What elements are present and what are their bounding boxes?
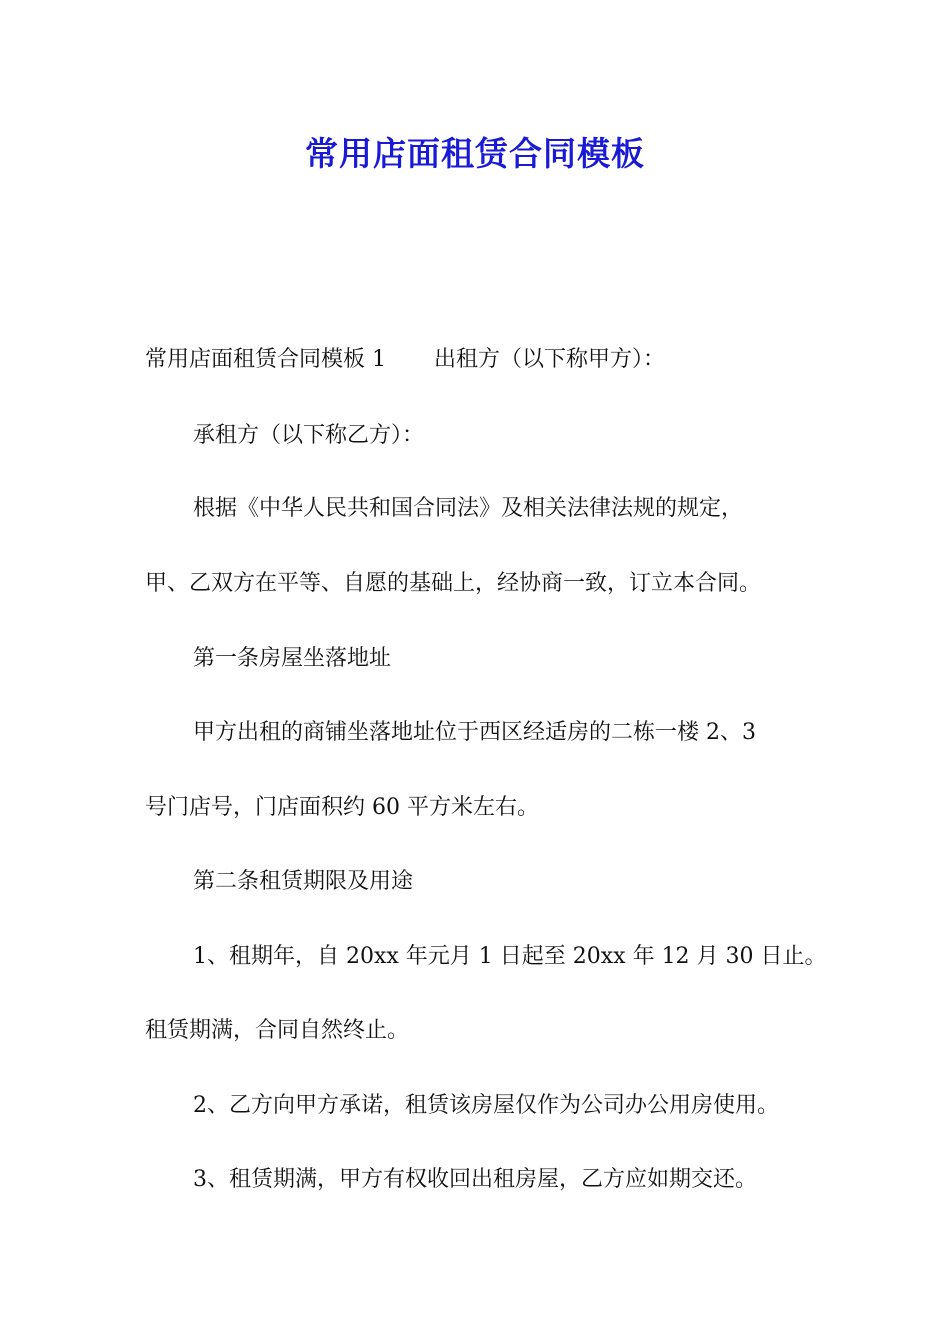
paragraph-line: 号门店号，门店面积约 60 平方米左右。 xyxy=(145,795,539,820)
paragraph-line: 租赁期满，合同自然终止。 xyxy=(145,1018,410,1043)
document-title: 常用店面租赁合同模板 xyxy=(305,134,645,173)
paragraph-line: 3、租赁期满，甲方有权收回出租房屋，乙方应如期交还。 xyxy=(193,1167,757,1192)
section-heading: 第一条房屋坐落地址 xyxy=(193,646,392,671)
paragraph-line: 2、乙方向甲方承诺，租赁该房屋仅作为公司办公用房使用。 xyxy=(193,1093,779,1118)
paragraph-line: 根据《中华人民共和国合同法》及相关法律法规的规定， xyxy=(193,496,744,521)
paragraph-line: 甲、乙双方在平等、自愿的基础上，经协商一致，订立本合同。 xyxy=(145,571,762,596)
subtitle-text: 常用店面租赁合同模板 1 xyxy=(145,347,386,372)
lessor-label: 出租方（以下称甲方）： xyxy=(434,347,666,372)
paragraph-line: 甲方出租的商铺坐落地址位于西区经适房的二栋一楼 2、3 xyxy=(193,720,756,745)
paragraph-line: 1、租期年，自 20xx 年元月 1 日起至 20xx 年 12 月 30 日止。 xyxy=(193,944,827,969)
section-heading: 第二条租赁期限及用途 xyxy=(193,869,414,894)
lessee-label: 承租方（以下称乙方）： xyxy=(193,423,425,448)
paragraph-line xyxy=(145,345,845,375)
